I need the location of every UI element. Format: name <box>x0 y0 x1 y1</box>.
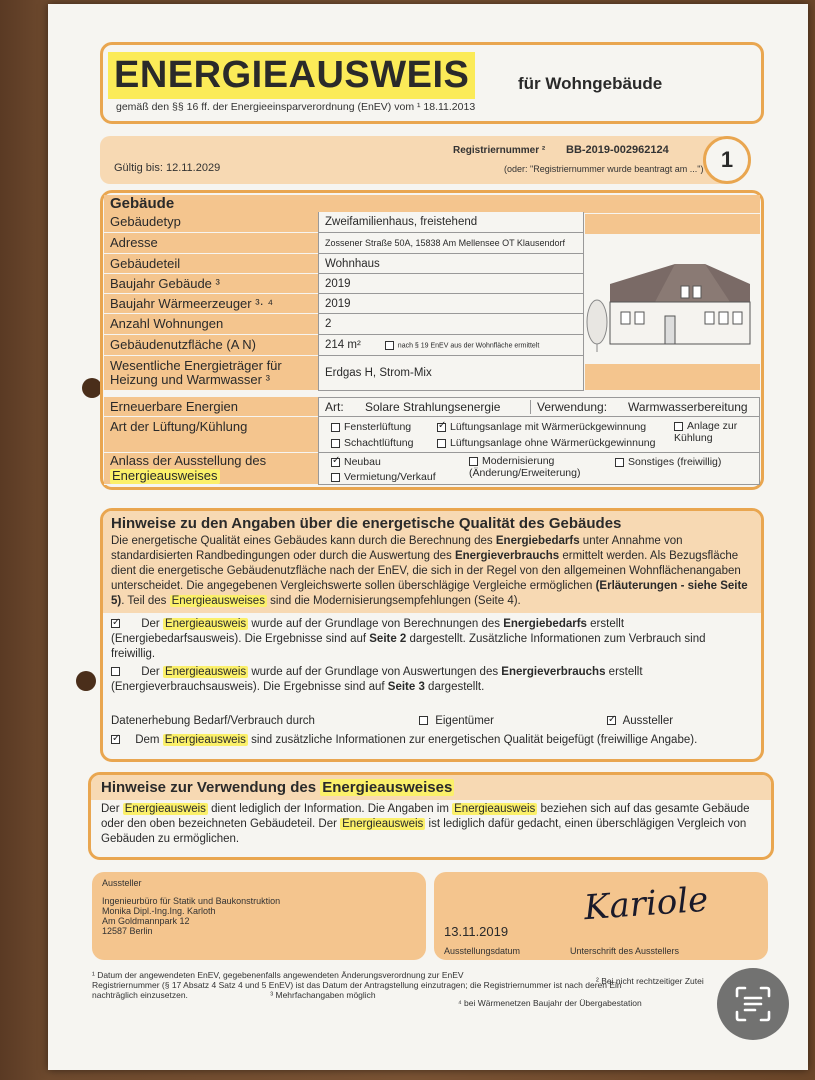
issue-date: 13.11.2019 <box>444 924 509 939</box>
datenerhebung-row: Datenerhebung Bedarf/Verbrauch durch Eigentümer ✓ Aussteller <box>111 714 751 729</box>
signature: Kariole <box>582 879 710 929</box>
verwendung-text: Der Energieausweis dient lediglich der Information. Die Angaben im Energieausweis beziehen sich auf das gesamte Gebäude oder den oben bezeichneten Gebäudeteil. Der Energieausweis ist lediglich dafür gedacht, einen überschlägigen Vergleich von Gebäuden zu ermöglichen. <box>101 803 750 845</box>
gebaeude-row <box>104 294 584 314</box>
opt-fensterlueftung[interactable]: Fensterlüftung <box>331 421 411 433</box>
signature-box: 13.11.2019 Ausstellungsdatum Unterschrift des Ausstellers Kariole <box>434 872 768 960</box>
opt-lueftung-mit-wrg[interactable]: ✓ Lüftungsanlage mit Wärmerückgewinnung <box>437 421 646 433</box>
hinweise-box <box>100 508 764 762</box>
gebaeude-row-value <box>318 212 584 233</box>
verbrauch-checkbox[interactable] <box>111 667 120 676</box>
reg-label: Registriernummer ² <box>453 145 546 156</box>
punch-hole <box>76 671 96 691</box>
law-reference: gemäß den §§ 16 ff. der Energieeinsparverordnung (EnEV) vom ¹ 18.11.2013 <box>116 101 476 113</box>
page-number: 1 <box>703 136 751 184</box>
house-illustration <box>585 234 760 364</box>
verwendung-title: Hinweise zur Verwendung des Energieausweises <box>101 779 453 796</box>
valid-until: Gültig bis: 12.11.2029 <box>114 162 221 174</box>
bedarf-checkbox[interactable] <box>111 619 120 628</box>
erneuerbare-art: Solare Strahlungsenergie <box>365 400 501 414</box>
gebaeude-row-value <box>318 274 584 294</box>
opt-lueftung-ohne-wrg[interactable]: Lüftungsanlage ohne Wärmerückgewinnung <box>437 437 655 449</box>
gebaeude-row-label: Anzahl Wohnungen <box>104 314 318 335</box>
gebaeude-value-text: 2019 <box>325 277 351 290</box>
house-photo-area <box>585 214 760 390</box>
opt-aussteller[interactable]: ✓ Aussteller <box>607 714 673 729</box>
nutzflaeche-note: nach § 19 EnEV aus der Wohnfläche ermittelt <box>397 341 540 349</box>
gebaeude-row-value <box>318 356 584 391</box>
gebaeude-value-text: 2 <box>325 318 332 330</box>
gebaeude-row-value <box>318 294 584 314</box>
erneuerbare-verwendung: Warmwasserbereitung <box>628 400 748 414</box>
anlass-row: Anlass der Ausstellung des Energieausweises ✓Neubau Modernisierung (Änderung/Erweiterung) Sonstiges (freiwillig) Vermietung/Verkauf <box>104 453 760 485</box>
option-verbrauchsausweis: Der Energieausweis wurde auf der Grundlage von Auswertungen des Energieverbrauchs erstellt (Energieverbrauchsausweis). Die Ergebnisse sind auf Seite 3 dargestellt. <box>111 666 643 693</box>
reg-note: (oder: "Registriernummer wurde beantragt am ...") <box>504 164 704 174</box>
opt-schachtlueftung[interactable]: Schachtlüftung <box>331 437 413 449</box>
gebaeude-row-label: Gebäudenutzfläche (A N) <box>104 335 318 356</box>
gebaeude-row <box>104 212 584 233</box>
opt-modernisierung[interactable]: Modernisierung (Änderung/Erweiterung) <box>469 455 581 479</box>
gebaeude-value-text: Zossener Straße 50A, 15838 Am Mellensee OT Klausendorf <box>325 238 565 248</box>
gebaeude-row-label: Adresse <box>104 233 318 254</box>
gebaeude-row <box>104 335 584 356</box>
zusatzinfo-row: ✓ Dem Energieausweis sind zusätzliche Informationen zur energetischen Qualität beigefügt (freiwillige Angabe). <box>111 733 751 748</box>
opt-eigentuemer[interactable]: Eigentümer <box>419 714 494 729</box>
gebaeude-row-label: Baujahr Wärmeerzeuger ³· ⁴ <box>104 294 318 314</box>
footnotes: ¹ Datum der angewendeten EnEV, gegebenenfalls angewendeten Änderungsverordnung zur EnEV Registriernummer (§ 17 Absatz 4 Satz 4 und 5 EnEV) ist das Datum der Antragstellung einzutragen; die Registriernummer ist nach deren Ein nachträglich einzusetzen. ³ Mehrfachangaben möglich <box>92 970 622 1001</box>
gebaeude-row-value <box>318 335 584 356</box>
hinweise-title: Hinweise zu den Angaben über die energetische Qualität des Gebäudes <box>111 515 622 532</box>
gebaeude-value-text: 2019 <box>325 297 351 310</box>
lueftung-row: Art der Lüftung/Kühlung Fensterlüftung ✓ Lüftungsanlage mit Wärmerückgewinnung Anlage zur Kühlung Schachtlüftung Lüftungsanlage ohne Wärmerückgewinnung <box>104 417 760 453</box>
document-page: ENERGIEAUSWEIS für Wohngebäude gemäß den §§ 16 ff. der Energieeinsparverordnung (EnEV) vom ¹ 18.11.2013 Gültig bis: 12.11.2029 Registriernummer ² BB-2019-002962124 (oder: "Registriernummer wurde beantragt am ...") 1 Gebäude Gebäudetyp Zweifamilienhaus, freistehend Adresse Zossener Straße 50A, 15838 Am Mellensee OT Klausendorf Gebäudeteil Wohnhaus Baujahr Gebäude ³ 2019 Baujahr Wärmeerzeuger ³· ⁴ 2019 Anzahl Wohnungen 2 Gebäudenutzfläche (A N) 214 m² nach § 19 EnEV aus der Wohnfläche ermittelt Wesentliche Energieträger für Heizung und Warmwasser ³ Erdgas H, Strom-Mix Erneuerbare Energien Art: Solare Strahlungsenergie Verwendung: Warmwasserbereitung Art der Lüftung/Kühlung Fensterlüftung ✓ Lüftungsanlage mit Wärmerückgewinnung Anlage zur Kühlung Schachtlüftung Lüftungsanlage ohne Wärmerückgewinnung Anlass der Ausstellung des Energieausweises ✓Neubau Modernisierung (Änderung/Erweiterung) Sonstiges (freiwillig) Vermietung/Verkauf Hinweise zu den Angaben über die energetische Qualität des Gebäudes Die energetische Qualität eines Gebäudes kann durch die Berechnung des Energiebedarfs unter Annahme von standardisierten Randbedingungen oder durch die Auswertung des Energieverbrauchs ermittelt werden. Als Bezugsfläche dient die energetische Gebäudenutzfläche nach der EnEV, die sich in der Regel von den allgemeinen Wohnflächenangaben unterscheidet. Die angegebenen Vergleichswerte sollen überschlägige Vergleiche ermöglichen (Erläuterungen - siehe Seite 5). Teil des Energieausweises sind die Modernisierungsempfehlungen (Seite 4). ✓ Der Energieausweis wurde auf der Grundlage von Berechnungen des Energiebedarfs erstellt (Energiebedarfsausweis). Die Ergebnisse sind auf Seite 2 dargestellt. Zusätzliche Informationen zum Verbrauch sind freiwillig. Der Energieausweis wurde auf der Grundlage von Auswertungen des Energieverbrauchs erstellt (Energieverbrauchsausweis). Die Ergebnisse sind auf Seite 3 dargestellt. Datenerhebung Bedarf/Verbrauch durch Eigentümer ✓ Aussteller ✓ Dem Energieausweis sind zusätzliche Informationen zur energetischen Qualität beigefügt (freiwillige Angabe). Hinweise zur Verwendung des Energieausweises Der Energieausweis dient lediglich der Information. Die Angaben im Energieausweis beziehen sich auf das gesamte Gebäude oder den oben bezeichneten Gebäudeteil. Der Energieausweis ist lediglich dafür gedacht, einen überschlägigen Vergleich von Gebäuden zu ermöglichen. Aussteller Ingenieurbüro für Statik und Baukonstruktion Monika Dipl.-Ing.Ing. Karloth Am Goldmannpark 12 12587 Berlin 13.11.2019 Ausstellungsdatum Unterschrift des Ausstellers Kariole ¹ Datum der angewendeten EnEV, gegebenenfalls angewendeten Änderungsverordnung zur EnEV Registriernummer (§ 17 Absatz 4 Satz 4 und 5 EnEV) ist das Datum der Antragstellung einzutragen; die Registriernummer ist nach deren Ein nachträglich einzusetzen. ³ Mehrfachangaben möglich ² Bei nicht rechtzeitiger Zutei ⁴ bei Wärmenetzen Baujahr der Übergabestation <box>48 4 808 1070</box>
gebaeude-row-value <box>318 233 584 254</box>
gebaeude-row <box>104 254 584 274</box>
reg-number: BB-2019-002962124 <box>566 144 669 156</box>
gebaeude-value-text: Wohnhaus <box>325 257 380 270</box>
opt-vermietung[interactable]: Vermietung/Verkauf <box>331 471 436 483</box>
gebaeude-row-value <box>318 254 584 274</box>
option-bedarfsausweis: ✓ Der Energieausweis wurde auf der Grundlage von Berechnungen des Energiebedarfs erstellt (Energiebedarfsausweis). Die Ergebnisse sind auf Seite 2 dargestellt. Zusätzliche Informationen zum Verbrauch sind freiwillig. <box>111 617 741 662</box>
zusatzinfo-checkbox[interactable] <box>111 735 120 744</box>
opt-neubau[interactable]: ✓Neubau <box>331 456 381 468</box>
aussteller-box: Aussteller Ingenieurbüro für Statik und Baukonstruktion Monika Dipl.-Ing.Ing. Karloth Am Goldmannpark 12 12587 Berlin <box>92 872 426 960</box>
text-scan-button[interactable] <box>717 968 789 1040</box>
gebaeude-row-label: Wesentliche Energieträger für Heizung und Warmwasser ³ <box>104 356 318 391</box>
gebaeude-value-text: Erdgas H, Strom-Mix <box>325 367 432 379</box>
erneuerbare-row: Erneuerbare Energien Art: Solare Strahlungsenergie Verwendung: Warmwasserbereitung <box>104 397 760 417</box>
gebaeude-value-text: Zweifamilienhaus, freistehend <box>325 216 478 228</box>
gebaeude-row <box>104 356 584 391</box>
text-scan-icon <box>734 985 772 1023</box>
nutzflaeche-option[interactable] <box>385 341 540 350</box>
gebaeude-header: Gebäude <box>104 195 760 213</box>
document-title: ENERGIEAUSWEIS <box>108 52 475 99</box>
document-subtitle: für Wohngebäude <box>518 74 663 93</box>
gebaeude-row <box>104 314 584 335</box>
registration-band <box>100 136 730 184</box>
opt-sonstiges[interactable]: Sonstiges (freiwillig) <box>615 456 721 468</box>
gebaeude-row-label: Baujahr Gebäude ³ <box>104 274 318 294</box>
punch-hole <box>82 378 102 398</box>
opt-kuehlung[interactable]: Anlage zur Kühlung <box>674 420 738 444</box>
gebaeude-row-label: Gebäudeteil <box>104 254 318 274</box>
hinweise-text: Die energetische Qualität eines Gebäudes kann durch die Berechnung des Energiebedarfs unter Annahme von standardisierten Randbedingungen oder durch die Auswertung des Energieverbrauchs ermittelt werden. Als Bezugsfläche dient die energetische Gebäudenutzfläche nach der EnEV, die sich in der Regel von den allgemeinen Wohnflächenangaben unterscheidet. Die angegebenen Vergleichswerte sollen überschlägige Vergleiche ermöglichen (Erläuterungen - siehe Seite 5). Teil des Energieausweises sind die Modernisierungsempfehlungen (Seite 4). <box>111 535 748 607</box>
gebaeude-value-text: 214 m² <box>325 339 361 351</box>
gebaeude-row-value <box>318 314 584 335</box>
gebaeude-row-label: Gebäudetyp <box>104 212 318 233</box>
gebaeude-row <box>104 274 584 294</box>
gebaeude-row <box>104 233 584 254</box>
verwendung-box <box>88 772 774 860</box>
